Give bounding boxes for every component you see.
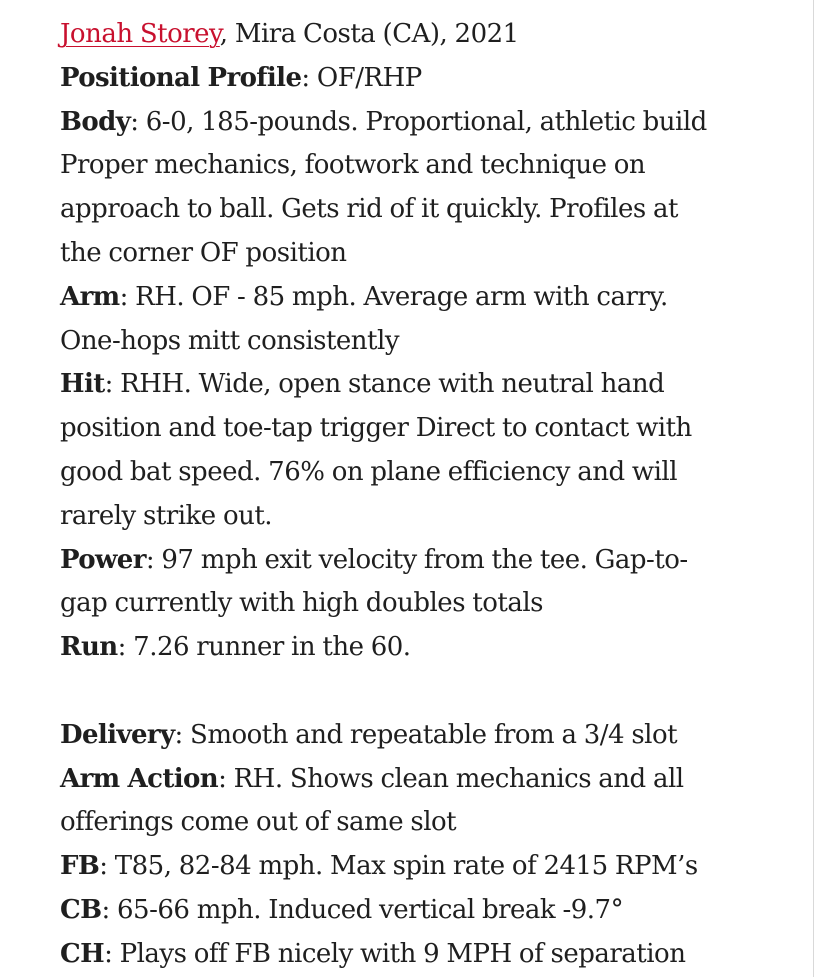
ch-text-1: : Plays off FB nicely with 9 MPH of separation — [104, 938, 686, 969]
arm-action-label: Arm Action — [60, 763, 219, 794]
body-line-2: Proper mechanics, footwork and technique on — [60, 150, 646, 181]
body-text-1: : 6-0, 185-pounds. Proportional, athletic build — [130, 106, 707, 137]
hit-line-1 — [60, 363, 800, 407]
run-line-1 — [60, 626, 800, 670]
power-line-2: gap currently with high doubles totals — [60, 588, 544, 619]
cb-text-1: : 65-66 mph. Induced vertical break -9.7° — [101, 894, 624, 925]
power-line-1 — [60, 539, 800, 583]
section-spacer — [60, 670, 800, 714]
page-edge-rule — [813, 0, 814, 977]
hit-line-2: position and toe-tap trigger Direct to contact with — [60, 413, 692, 444]
school-and-year: , Mira Costa (CA), 2021 — [219, 19, 519, 49]
arm-action-line-2: offerings come out of same slot — [60, 807, 457, 838]
run-text-1: : 7.26 runner in the 60. — [117, 632, 411, 663]
fb-line-1 — [60, 845, 800, 889]
cb-line-1 — [60, 889, 800, 933]
arm-action-text-1: : RH. Shows clean mechanics and all — [218, 763, 684, 794]
ch-line-1 — [60, 933, 800, 977]
power-text-1: : 97 mph exit velocity from the tee. Gap-to- — [145, 544, 688, 575]
delivery-label: Delivery — [60, 719, 175, 750]
positional-profile-text: : OF/RHP — [301, 62, 422, 93]
header-line — [60, 13, 800, 57]
run-label: Run — [60, 632, 118, 663]
body-line-1 — [60, 101, 800, 145]
arm-text-1: : RH. OF - 85 mph. Average arm with carry. — [119, 281, 668, 312]
hit-line-4: rarely strike out. — [60, 500, 273, 531]
delivery-text-1: : Smooth and repeatable from a 3/4 slot — [174, 719, 678, 750]
arm-line-1 — [60, 276, 800, 320]
arm-label: Arm — [60, 281, 120, 312]
scouting-report — [60, 13, 800, 977]
positional-profile-line — [60, 57, 800, 101]
arm-action-line-1 — [60, 758, 800, 802]
hit-line-3: good bat speed. 76% on plane efficiency and will — [60, 456, 678, 487]
fb-label: FB — [60, 851, 100, 882]
fb-text-1: : T85, 82-84 mph. Max spin rate of 2415 RPM’s — [99, 851, 698, 882]
player-name-link[interactable]: Jonah Storey — [60, 19, 220, 49]
hit-text-1: : RHH. Wide, open stance with neutral hand — [104, 369, 665, 400]
body-line-3: approach to ball. Gets rid of it quickly. Profiles at — [60, 194, 678, 225]
power-label: Power — [60, 544, 146, 575]
cb-label: CB — [60, 894, 102, 925]
hit-label: Hit — [60, 369, 105, 400]
positional-profile-label: Positional Profile — [60, 62, 302, 93]
delivery-line-1 — [60, 714, 800, 758]
arm-line-2: One-hops mitt consistently — [60, 325, 400, 356]
body-line-4: the corner OF position — [60, 237, 347, 268]
ch-label: CH — [60, 938, 105, 969]
body-label: Body — [60, 106, 131, 137]
